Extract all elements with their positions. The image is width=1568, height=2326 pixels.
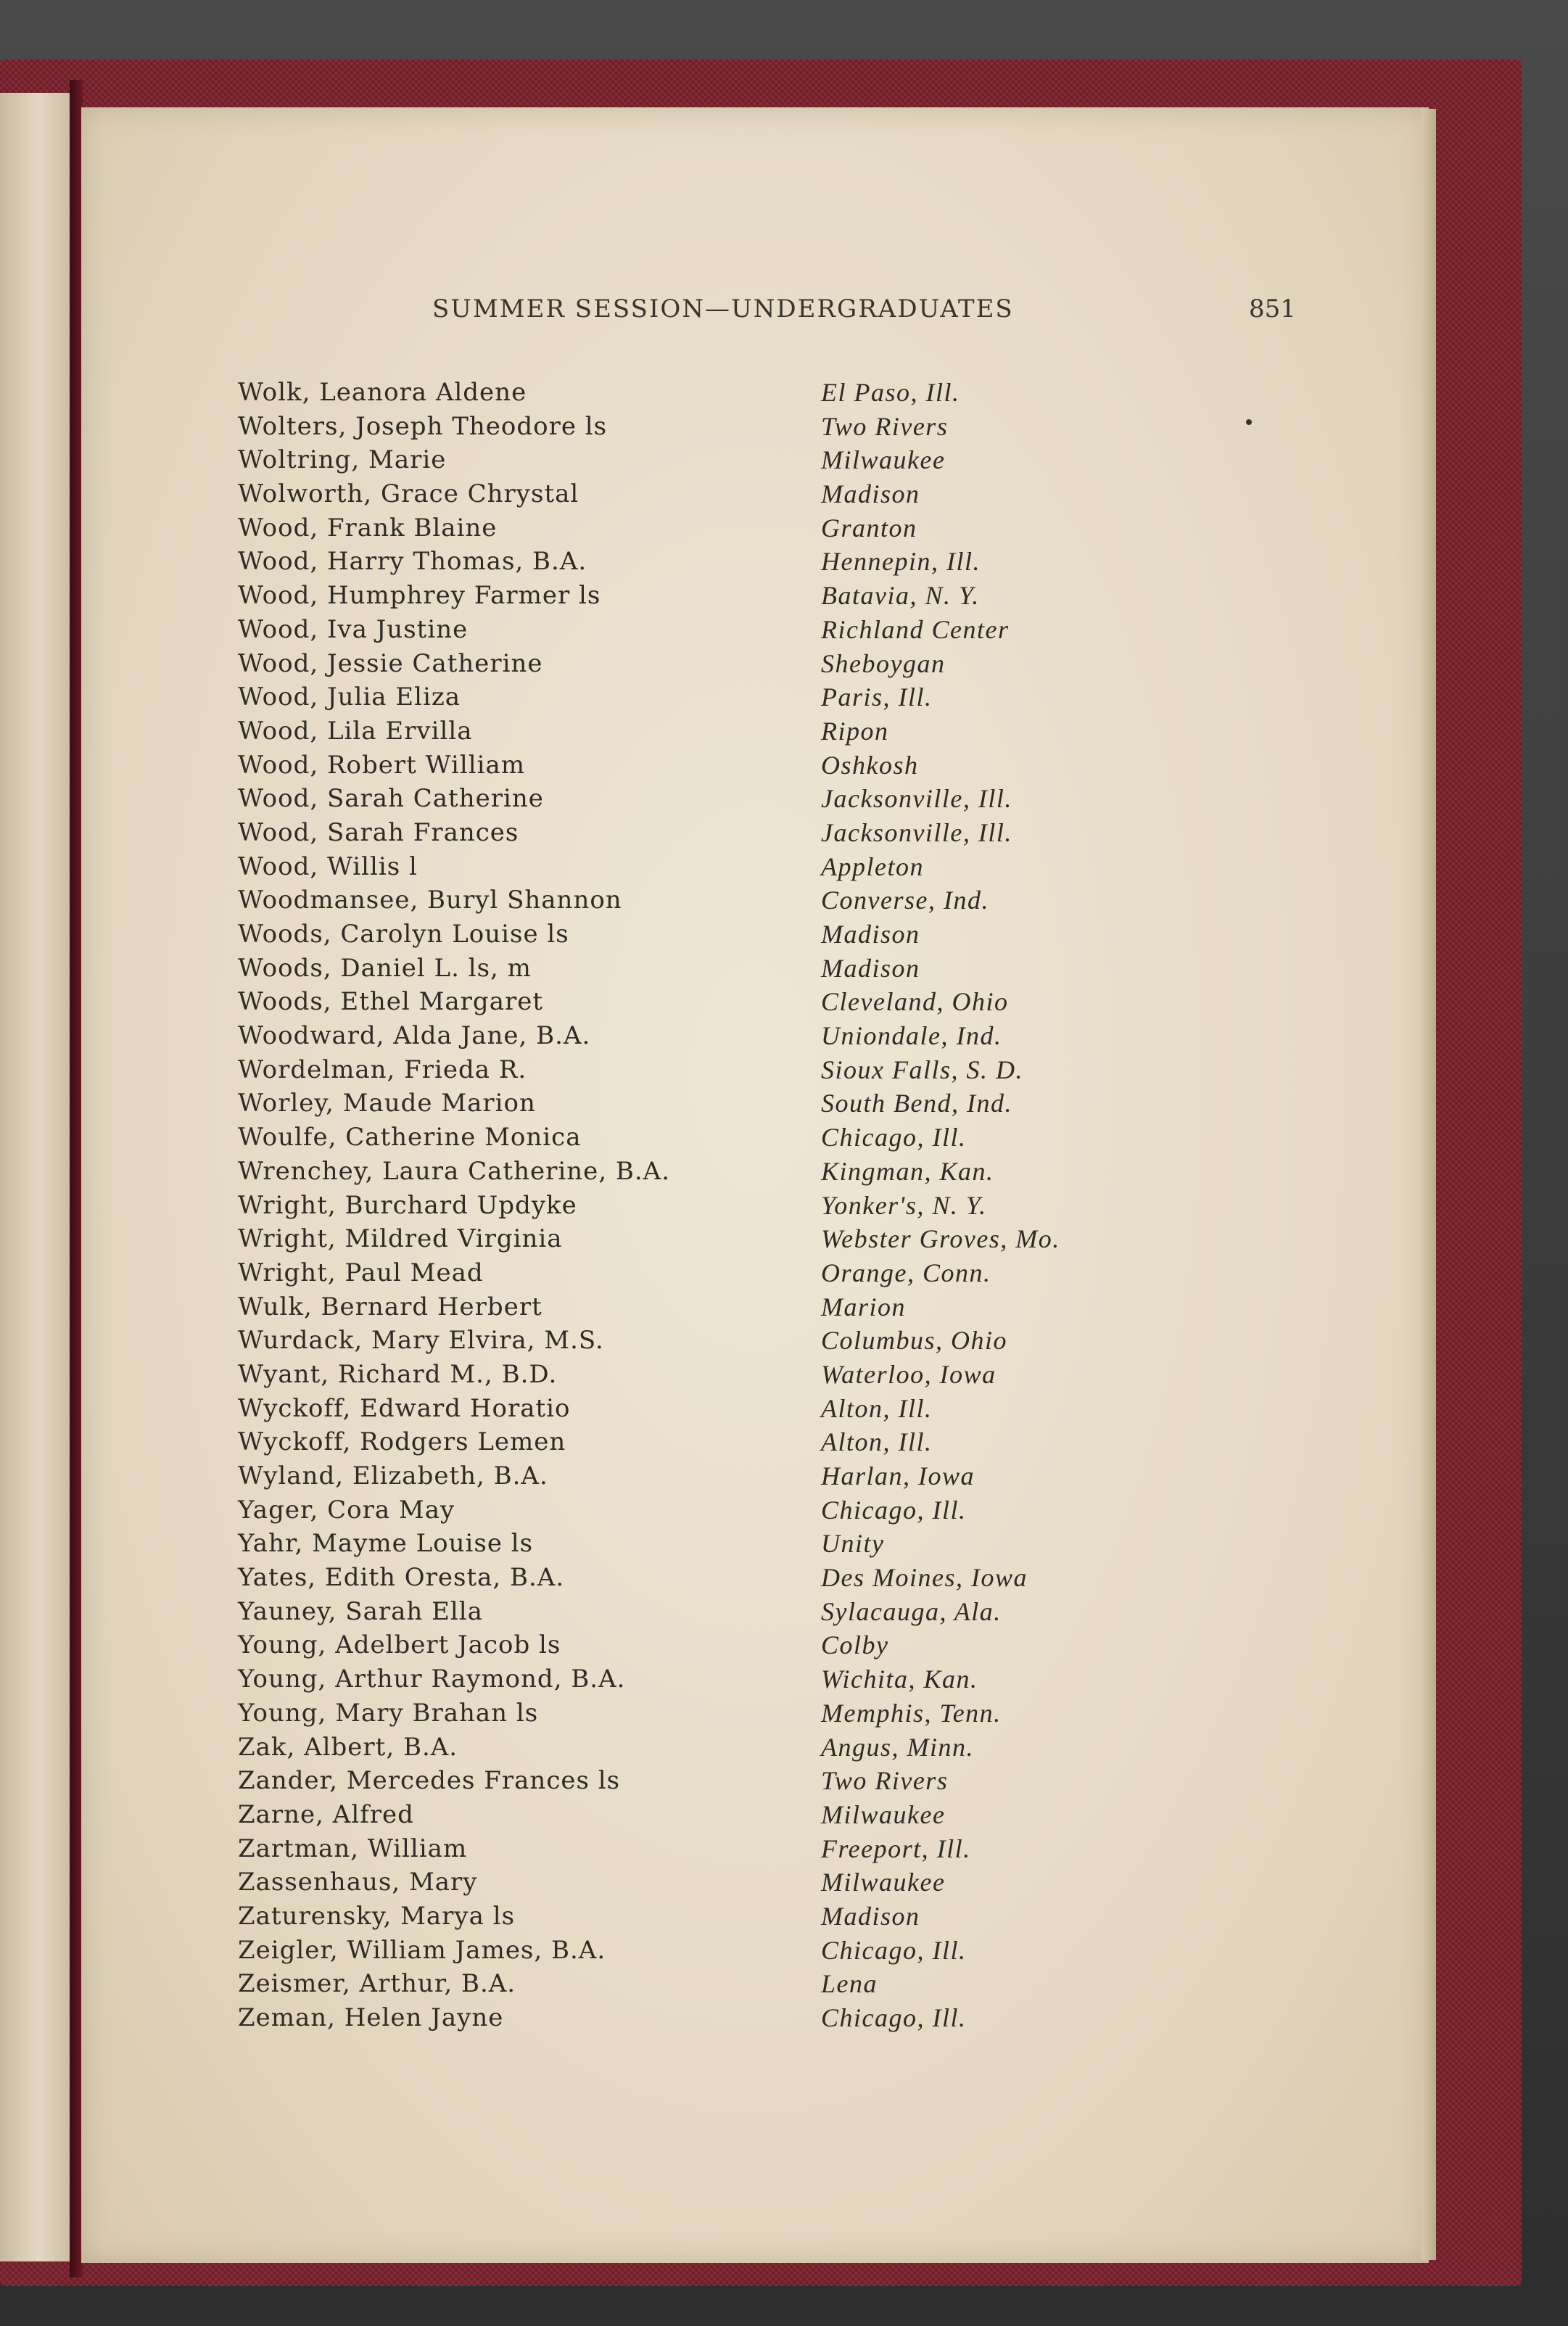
student-hometown: Columbus, Ohio bbox=[821, 1326, 1008, 1356]
student-entry bbox=[238, 1086, 1181, 1121]
student-entry bbox=[238, 1459, 1181, 1493]
student-name: Wood, Sarah Catherine bbox=[238, 784, 544, 814]
student-hometown: Memphis, Tenn. bbox=[821, 1698, 1002, 1728]
student-name: Wolk, Leanora Aldene bbox=[238, 378, 527, 407]
student-name: Wood, Willis l bbox=[238, 851, 418, 881]
student-entry bbox=[238, 410, 1181, 444]
student-name: Woods, Carolyn Louise ls bbox=[238, 920, 569, 949]
student-hometown: Madison bbox=[821, 1901, 920, 1931]
student-entry bbox=[238, 680, 1181, 714]
student-hometown: Chicago, Ill. bbox=[821, 2003, 967, 2032]
student-name: Yauney, Sarah Ella bbox=[238, 1596, 483, 1626]
student-name: Wood, Humphrey Farmer ls bbox=[238, 581, 601, 611]
student-entry bbox=[238, 748, 1181, 783]
student-hometown: Madison bbox=[821, 920, 920, 949]
student-entry bbox=[238, 850, 1181, 884]
facing-page-edge bbox=[0, 93, 74, 2261]
student-entry bbox=[238, 1392, 1181, 1426]
page-number: 851 bbox=[1249, 294, 1296, 323]
student-name: Zartman, William bbox=[238, 1834, 468, 1863]
student-entry bbox=[238, 1662, 1181, 1696]
student-hometown: Freeport, Ill. bbox=[821, 1834, 971, 1863]
student-entry bbox=[238, 714, 1181, 748]
student-name: Wordelman, Frieda R. bbox=[238, 1055, 527, 1084]
student-name: Woodward, Alda Jane, B.A. bbox=[238, 1021, 591, 1051]
student-name: Wright, Paul Mead bbox=[238, 1258, 484, 1287]
student-hometown: Milwaukee bbox=[821, 445, 946, 475]
student-name: Zeigler, William James, B.A. bbox=[238, 1935, 606, 1965]
student-entry bbox=[238, 1189, 1181, 1223]
student-hometown: Madison bbox=[821, 953, 920, 983]
student-name: Wood, Iva Justine bbox=[238, 614, 469, 644]
student-hometown: Cleveland, Ohio bbox=[821, 987, 1009, 1017]
running-title: SUMMER SESSION—UNDERGRADUATES bbox=[432, 294, 1014, 323]
student-entry bbox=[238, 985, 1181, 1019]
student-hometown: Sioux Falls, S. D. bbox=[821, 1055, 1023, 1084]
student-hometown: Oshkosh bbox=[821, 750, 919, 780]
student-name: Zander, Mercedes Frances ls bbox=[238, 1766, 621, 1796]
student-name: Woltring, Marie bbox=[238, 445, 447, 475]
student-name: Zeman, Helen Jayne bbox=[238, 2003, 504, 2032]
student-name: Wood, Robert William bbox=[238, 750, 525, 780]
student-hometown: Angus, Minn. bbox=[821, 1732, 974, 1762]
student-name: Wrenchey, Laura Catherine, B.A. bbox=[238, 1156, 671, 1186]
student-entry bbox=[238, 1628, 1181, 1662]
student-entry bbox=[238, 1053, 1181, 1087]
student-name: Young, Adelbert Jacob ls bbox=[238, 1630, 561, 1660]
student-hometown: Unity bbox=[821, 1529, 885, 1559]
student-hometown: Chicago, Ill. bbox=[821, 1123, 967, 1152]
student-entry bbox=[238, 1222, 1181, 1256]
student-name: Wood, Frank Blaine bbox=[238, 513, 498, 543]
student-hometown: Sheboygan bbox=[821, 648, 946, 678]
student-hometown: South Bend, Ind. bbox=[821, 1089, 1012, 1118]
student-entry bbox=[238, 1527, 1181, 1561]
student-entry bbox=[238, 1764, 1181, 1798]
student-hometown: Milwaukee bbox=[821, 1799, 946, 1829]
student-entry bbox=[238, 1493, 1181, 1527]
student-name: Zaturensky, Marya ls bbox=[238, 1901, 516, 1931]
student-name: Wood, Harry Thomas, B.A. bbox=[238, 547, 587, 577]
student-name: Yates, Edith Oresta, B.A. bbox=[238, 1563, 565, 1593]
student-entry bbox=[238, 477, 1181, 511]
student-entry bbox=[238, 1967, 1181, 2001]
student-hometown: Jacksonville, Ill. bbox=[821, 817, 1012, 847]
page-stack-edge bbox=[1421, 109, 1436, 2260]
student-hometown: Webster Groves, Mo. bbox=[821, 1224, 1060, 1254]
student-entry bbox=[238, 1696, 1181, 1731]
student-hometown: Sylacauga, Ala. bbox=[821, 1596, 1002, 1626]
student-name: Wyant, Richard M., B.D. bbox=[238, 1359, 558, 1389]
student-entry bbox=[238, 917, 1181, 952]
student-entry bbox=[238, 816, 1181, 850]
student-hometown: Madison bbox=[821, 479, 920, 509]
student-name: Worley, Maude Marion bbox=[238, 1089, 536, 1118]
student-entry bbox=[238, 1731, 1181, 1765]
student-entry bbox=[238, 1155, 1181, 1189]
student-name: Young, Mary Brahan ls bbox=[238, 1698, 539, 1728]
student-entry bbox=[238, 511, 1181, 545]
student-name: Wood, Sarah Frances bbox=[238, 817, 519, 847]
student-entry bbox=[238, 1425, 1181, 1459]
student-hometown: Des Moines, Iowa bbox=[821, 1563, 1028, 1593]
student-entry bbox=[238, 1256, 1181, 1290]
student-name: Wood, Jessie Catherine bbox=[238, 648, 543, 678]
student-name: Zeismer, Arthur, B.A. bbox=[238, 1969, 516, 1999]
student-name: Wood, Julia Eliza bbox=[238, 682, 461, 712]
student-name: Woulfe, Catherine Monica bbox=[238, 1123, 582, 1152]
student-entry bbox=[238, 1561, 1181, 1595]
student-hometown: Waterloo, Iowa bbox=[821, 1359, 996, 1389]
student-entry bbox=[238, 376, 1181, 410]
student-name: Wright, Mildred Virginia bbox=[238, 1224, 563, 1254]
student-entry bbox=[238, 1121, 1181, 1155]
student-entry bbox=[238, 1595, 1181, 1629]
student-hometown: Uniondale, Ind. bbox=[821, 1021, 1002, 1051]
student-hometown: Two Rivers bbox=[821, 411, 949, 441]
student-entry bbox=[238, 883, 1181, 917]
student-name: Woodmansee, Buryl Shannon bbox=[238, 886, 622, 915]
student-entry bbox=[238, 1934, 1181, 1968]
student-hometown: Granton bbox=[821, 513, 917, 543]
student-name: Wolworth, Grace Chrystal bbox=[238, 479, 579, 509]
student-name: Wolters, Joseph Theodore ls bbox=[238, 411, 608, 441]
student-hometown: Yonker's, N. Y. bbox=[821, 1190, 987, 1220]
student-hometown: Orange, Conn. bbox=[821, 1258, 991, 1287]
student-entry bbox=[238, 782, 1181, 816]
student-name: Wood, Lila Ervilla bbox=[238, 716, 473, 746]
student-name: Zak, Albert, B.A. bbox=[238, 1732, 458, 1762]
student-hometown: Chicago, Ill. bbox=[821, 1495, 967, 1525]
student-hometown: Ripon bbox=[821, 716, 889, 746]
student-hometown: Converse, Ind. bbox=[821, 886, 989, 915]
student-hometown: Hennepin, Ill. bbox=[821, 547, 981, 577]
student-hometown: El Paso, Ill. bbox=[821, 378, 960, 407]
student-hometown: Batavia, N. Y. bbox=[821, 581, 980, 611]
student-hometown: Alton, Ill. bbox=[821, 1393, 933, 1423]
student-hometown: Two Rivers bbox=[821, 1766, 949, 1796]
student-name: Wulk, Bernard Herbert bbox=[238, 1292, 542, 1321]
student-hometown: Paris, Ill. bbox=[821, 682, 933, 712]
student-hometown: Milwaukee bbox=[821, 1868, 946, 1897]
student-entry bbox=[238, 647, 1181, 681]
student-entry bbox=[238, 952, 1181, 986]
student-hometown: Lena bbox=[821, 1969, 878, 1999]
student-name: Zassenhaus, Mary bbox=[238, 1868, 478, 1897]
student-hometown: Colby bbox=[821, 1630, 889, 1660]
student-name: Wyckoff, Edward Horatio bbox=[238, 1393, 571, 1423]
student-hometown: Alton, Ill. bbox=[821, 1427, 933, 1457]
student-name: Wurdack, Mary Elvira, M.S. bbox=[238, 1326, 604, 1356]
student-name: Yahr, Mayme Louise ls bbox=[238, 1529, 534, 1559]
student-hometown: Chicago, Ill. bbox=[821, 1935, 967, 1965]
student-entry bbox=[238, 1324, 1181, 1358]
student-name: Wyland, Elizabeth, B.A. bbox=[238, 1461, 548, 1490]
student-entry bbox=[238, 1832, 1181, 1866]
student-entry bbox=[238, 1900, 1181, 1934]
student-list bbox=[238, 376, 1181, 2035]
student-name: Young, Arthur Raymond, B.A. bbox=[238, 1665, 626, 1694]
student-entry bbox=[238, 1798, 1181, 1832]
student-name: Yager, Cora May bbox=[238, 1495, 455, 1525]
student-entry bbox=[238, 2001, 1181, 2035]
student-name: Zarne, Alfred bbox=[238, 1799, 414, 1829]
student-hometown: Appleton bbox=[821, 851, 924, 881]
student-entry bbox=[238, 1865, 1181, 1900]
student-entry bbox=[238, 1019, 1181, 1053]
student-entry bbox=[238, 443, 1181, 477]
student-hometown: Wichita, Kan. bbox=[821, 1665, 978, 1694]
student-hometown: Harlan, Iowa bbox=[821, 1461, 975, 1490]
ink-speck bbox=[1246, 419, 1252, 425]
student-hometown: Richland Center bbox=[821, 614, 1010, 644]
student-entry bbox=[238, 1358, 1181, 1392]
student-entry bbox=[238, 545, 1181, 579]
student-name: Woods, Ethel Margaret bbox=[238, 987, 543, 1017]
student-hometown: Jacksonville, Ill. bbox=[821, 784, 1012, 814]
student-entry bbox=[238, 579, 1181, 613]
student-entry bbox=[238, 1290, 1181, 1324]
student-name: Wright, Burchard Updyke bbox=[238, 1190, 577, 1220]
student-hometown: Kingman, Kan. bbox=[821, 1156, 994, 1186]
student-name: Woods, Daniel L. ls, m bbox=[238, 953, 532, 983]
student-entry bbox=[238, 613, 1181, 647]
student-name: Wyckoff, Rodgers Lemen bbox=[238, 1427, 566, 1457]
student-hometown: Marion bbox=[821, 1292, 906, 1321]
